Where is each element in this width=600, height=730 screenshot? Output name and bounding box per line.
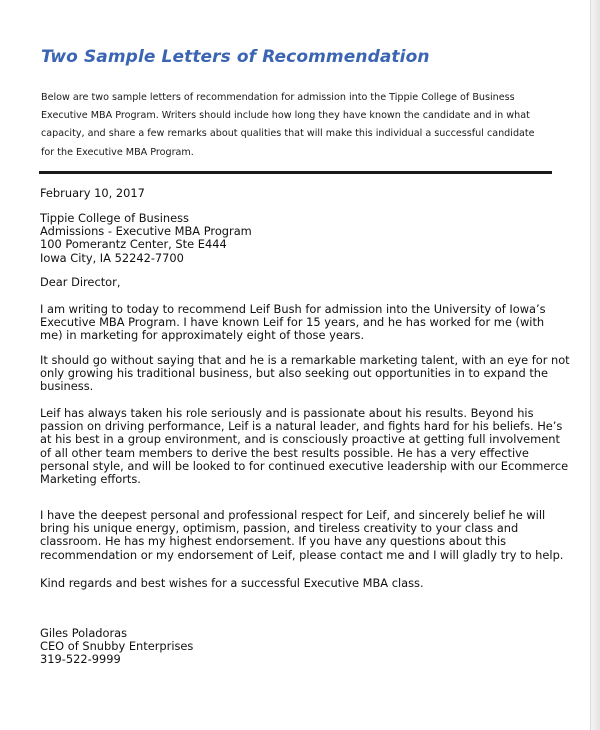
paragraph-line: me) in marketing for approximately eight of those years. <box>40 328 365 343</box>
paragraph-line: classroom. He has my highest endorsement. If you have any questions about this <box>40 534 507 549</box>
paragraph-line: Executive MBA Program. I have known Leif for 15 years, and he has worked for me (with <box>40 315 545 330</box>
closing-text: Kind regards and best wishes for a successful Executive MBA class. <box>40 576 424 590</box>
letter-closing <box>40 577 575 590</box>
intro-line: capacity, and share a few remarks about qualities that will make this individual a successful candidate <box>41 128 535 140</box>
letter-paragraph-2 <box>40 354 575 394</box>
salutation <box>40 276 575 289</box>
paragraph-line: I am writing to today to recommend Leif Bush for admission into the University of Iowa’s <box>40 302 546 316</box>
letter-paragraph-4 <box>40 509 575 562</box>
signer-phone: 319-522-9999 <box>40 652 121 667</box>
document-title: Two Sample Letters of Recommendation <box>41 47 430 67</box>
intro-line: Executive MBA Program. Writers should include how long they have known the candidate and in what <box>41 110 530 122</box>
signer-title: CEO of Snubby Enterprises <box>40 639 194 654</box>
separator-rule <box>39 171 552 174</box>
address-line: Iowa City, IA 52242-7700 <box>40 250 184 265</box>
paragraph-line: I have the deepest personal and professional respect for Leif, and sincerely belief he will <box>40 508 546 522</box>
letter-paragraph-1 <box>40 303 575 343</box>
signature-block <box>40 627 575 667</box>
paragraph-line: It should go without saying that and he is a remarkable marketing talent, with an eye for not <box>40 353 570 367</box>
address-line: Tippie College of Business <box>40 211 189 225</box>
address-line: Admissions - Executive MBA Program <box>40 224 252 239</box>
paragraph-line: of all other team members to derive the best results possible. He has a very effective <box>40 445 529 460</box>
address-line: 100 Pomerantz Center, Ste E444 <box>40 237 227 252</box>
paragraph-line: business. <box>40 379 94 394</box>
paragraph-line: personal style, and will be looked to for continued executive leadership with our Ecommerce <box>40 458 569 473</box>
paragraph-line: Marketing efforts. <box>40 471 141 486</box>
letter-paragraph-3 <box>40 407 575 486</box>
paragraph-line: recommendation or my endorsement of Leif, please contact me and I will gladly try to help. <box>40 547 564 562</box>
paragraph-line: only growing his traditional business, but also seeking out opportunities in to expand the <box>40 366 549 381</box>
paragraph-line: bring his unique energy, optimism, passion, and tireless creativity to your class and <box>40 521 519 536</box>
intro-paragraph <box>41 89 561 162</box>
intro-line: Below are two sample letters of recommendation for admission into the Tippie College of Business <box>41 92 515 103</box>
paragraph-line: Leif has always taken his role seriously and is passionate about his results. Beyond his <box>40 406 534 420</box>
recipient-address <box>40 212 575 265</box>
salutation-text: Dear Director, <box>40 275 121 289</box>
paragraph-line: at his best in a group environment, and is consciously proactive at getting full involvement <box>40 432 560 447</box>
intro-line: for the Executive MBA Program. <box>41 146 194 158</box>
page-edge <box>590 0 600 730</box>
signer-name: Giles Poladoras <box>40 626 128 640</box>
letter-date <box>40 187 575 200</box>
paragraph-line: passion on driving performance, Leif is a natural leader, and fights hard for his beliefs. He’s <box>40 419 563 434</box>
date-text: February 10, 2017 <box>40 186 145 200</box>
